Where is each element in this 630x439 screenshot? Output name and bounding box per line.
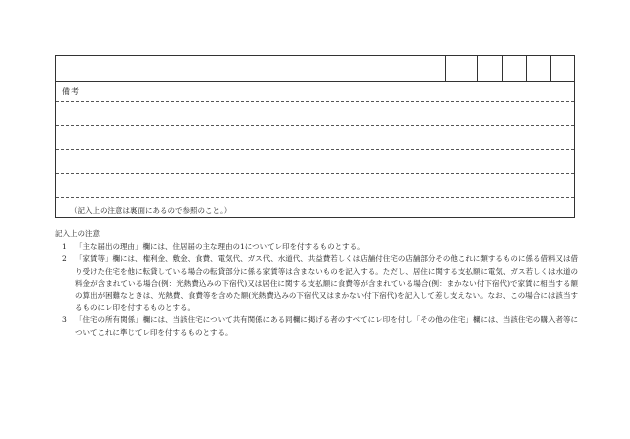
remarks-line[interactable] <box>56 197 574 198</box>
note-text: 「住宅の所有関係」欄には、当該住宅について共有関係にある同欄に掲げる者のすべてにレ印を付し「その他の住宅」欄には、当該住宅の購入者等についてこれに準じてレ印を付するものとする。 <box>75 315 578 337</box>
note-text: 「家賃等」欄には、権利金、敷金、食費、電気代、ガス代、水道代、共益費若しくは店舗付住宅の店舗部分その他これに類するものに係る借料又は借り受けた住宅を他に転貸している場合の転貸部分に係る家賃等は含まないものを記入する。ただし、居住に関する支払額に電気、ガス若しくは水道の料金が含まれている場合(例：光熱費込みの下宿代)又は居住に関する支払額に食費等が含まれている場合(例：まかない付下宿代)で家賃に相当する額の算出が困難なときは、光熱費、食費等を含めた額(光熱費込みの下宿代又はまかない付下宿代)を記入して差し支えない。なお、この場合には該当するものにレ印を付するものとする。 <box>75 254 578 313</box>
note-item <box>55 241 578 253</box>
note-item <box>55 253 578 314</box>
remarks-line[interactable] <box>56 173 574 174</box>
remarks-line[interactable] <box>56 149 574 150</box>
remarks-line[interactable] <box>56 125 574 126</box>
reference-footnote: （記入上の注意は裏面にあるので参照のこと。） <box>70 206 232 215</box>
form-check-cell[interactable] <box>502 56 503 81</box>
form-top-row <box>56 56 574 82</box>
remarks-line[interactable] <box>56 101 574 102</box>
note-number: 3 <box>62 315 67 325</box>
form-check-cell[interactable] <box>477 56 478 81</box>
form-check-cell[interactable] <box>550 56 551 81</box>
note-number: 1 <box>62 242 67 252</box>
notes-title: 記入上の注意 <box>55 229 100 238</box>
form-check-cell[interactable] <box>445 56 446 81</box>
note-item <box>55 314 578 338</box>
form-check-cell[interactable] <box>526 56 527 81</box>
entry-notes <box>55 228 578 339</box>
note-number: 2 <box>62 254 67 264</box>
remarks-label: 備考 <box>62 87 80 96</box>
note-text: 「主な届出の理由」欄には、住居届の主な理由の1についてレ印を付するものとする。 <box>75 242 365 252</box>
remarks-form-table <box>55 55 575 218</box>
